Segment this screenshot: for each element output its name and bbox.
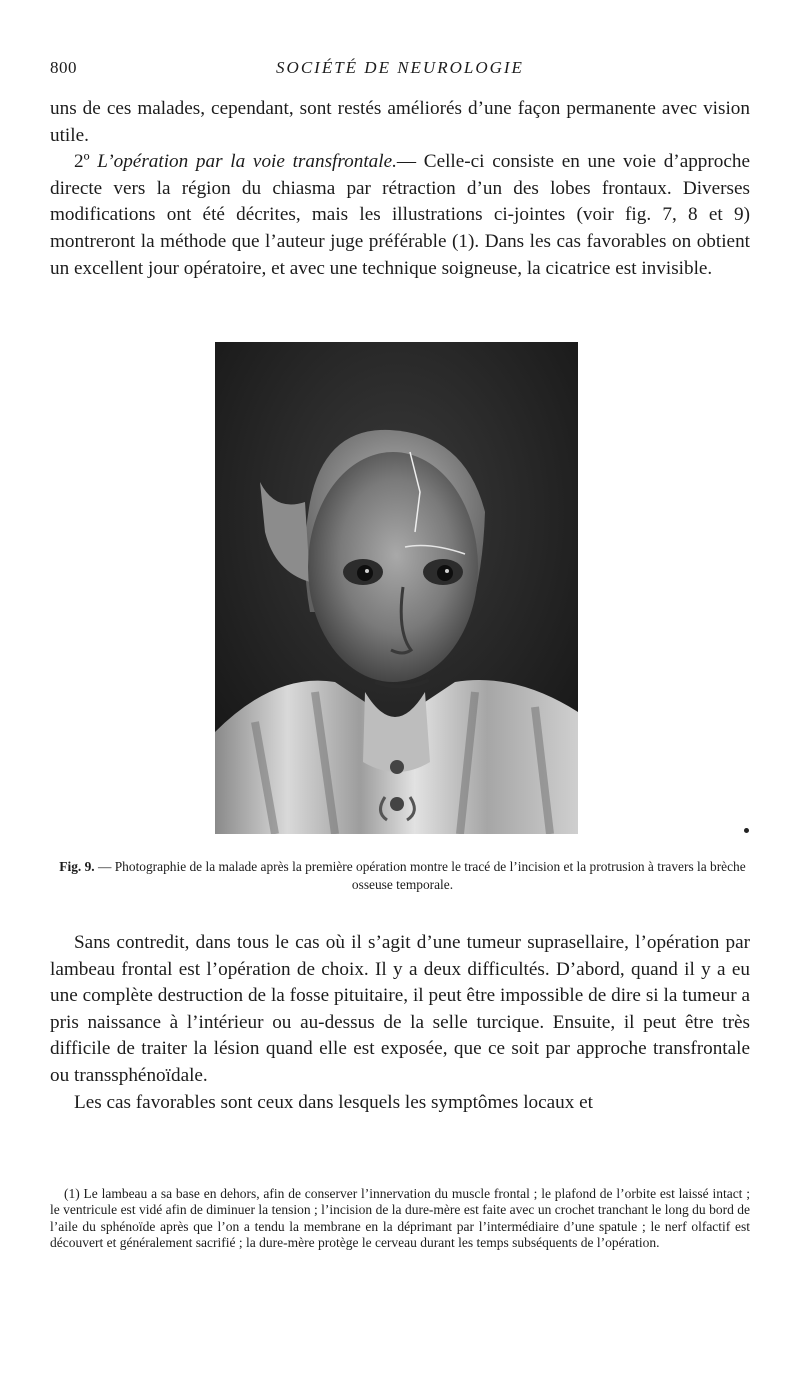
continuation-paragraph: uns de ces malades, cependant, sont restés améliorés d’une façon permanente avec vision utile. <box>50 98 750 146</box>
figure-label: Fig. 9. <box>59 859 95 874</box>
figure-caption <box>50 858 755 893</box>
top-text-block <box>50 96 750 282</box>
paragraph-2: Les cas favorables sont ceux dans lesquels les symptômes locaux et <box>74 1091 593 1113</box>
footnote-text: (1) Le lambeau a sa base en dehors, afin de conserver l’innervation du muscle frontal ; le plafond de l’orbite est laissé intact ; le ventricule est vidé afin de diminuer la tension ; l’incision de la dure-mère est faite avec un crochet tranchant le long du bord de l’aile du sphénoïde après que l’on a tendu la membrane en la déprimant par l’intermédiaire d’une spatule ; le nerf olfactif est découvert et généralement sacrifié ; la dure-mère protège le cerveau durant les temps subséquents de l’opération. <box>50 1186 750 1251</box>
bottom-text-block <box>50 930 750 1116</box>
footnote <box>50 1186 750 1252</box>
section-body: — Celle-ci consiste en une voie d’approche directe vers la région du chiasma par rétraction d’un des lobes frontaux. Diverses modifications ont été décrites, mais les illustrations ci-jointes (voir fig. 7, 8 et 9) montreront la méthode que l’auteur juge préférable (1). Dans les cas favorables on obtient un excellent jour opératoire, et avec une technique soigneuse, la cicatrice est invisible. <box>50 151 751 279</box>
section-heading: L’opération par la voie transfrontale. <box>97 151 397 173</box>
running-head: SOCIÉTÉ DE NEUROLOGIE <box>276 58 524 77</box>
patient-photograph <box>215 342 578 834</box>
paragraph-1: Sans contredit, dans tous le cas où il s’agit d’une tumeur suprasellaire, l’opération par lambeau frontal est l’opération de choix. Il y a deux difficultés. D’abord, quand il y a eu une complète destruction de la fosse pituitaire, il peut être impossible de dire si la tumeur a pris naissance à l’intérieur ou au-dessus de la selle turcique. Ensuite, il peut être très difficile de traiter la lésion quand elle est exposée, que ce soit par approche transfrontale ou transsphénoïdale. <box>50 932 750 1086</box>
page-header <box>50 58 750 82</box>
print-speck <box>744 828 749 833</box>
section-paragraph <box>50 149 750 282</box>
page-number: 800 <box>50 58 77 77</box>
figure-caption-text: — Photographie de la malade après la première opération montre le tracé de l’incision et la protrusion à travers la brèche osseuse temporale. <box>98 859 746 892</box>
photograph-illustration <box>215 342 578 834</box>
section-number: 2º <box>74 151 90 173</box>
